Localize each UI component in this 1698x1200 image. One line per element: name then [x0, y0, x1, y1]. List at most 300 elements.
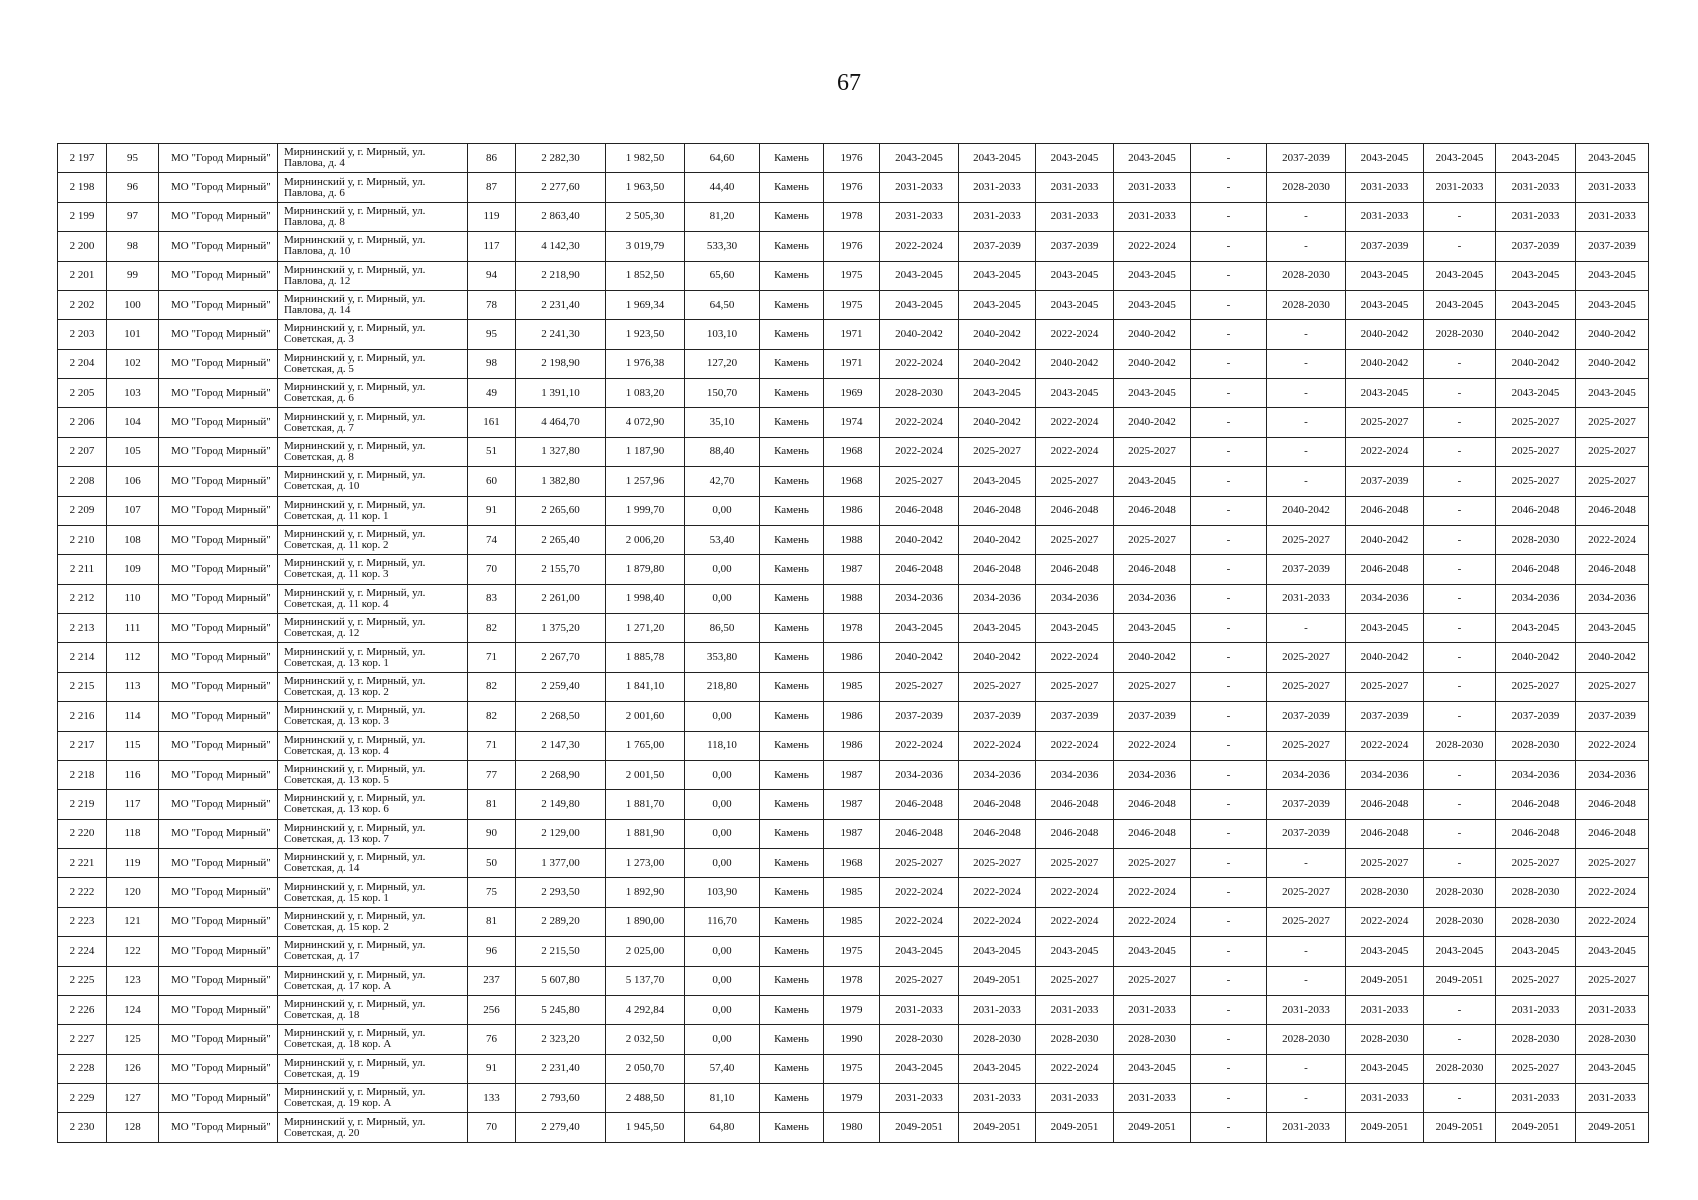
cell-year-built: 1987 [824, 760, 880, 789]
cell-period-5: - [1191, 1084, 1267, 1113]
cell-item-number: 98 [107, 232, 159, 261]
cell-total-area: 2 279,40 [516, 1113, 606, 1143]
cell-total-area: 2 198,90 [516, 349, 606, 378]
cell-period-7: 2043-2045 [1346, 379, 1424, 408]
cell-period-6: - [1267, 379, 1346, 408]
cell-item-number: 126 [107, 1054, 159, 1083]
table-row [58, 320, 1649, 349]
cell-period-6: 2025-2027 [1267, 878, 1346, 907]
cell-apartments: 49 [468, 379, 516, 408]
cell-total-area: 5 245,80 [516, 995, 606, 1024]
cell-wall-material: Камень [760, 525, 824, 554]
cell-period-6: 2025-2027 [1267, 731, 1346, 760]
cell-row-number: 2 220 [58, 819, 107, 848]
cell-item-number: 110 [107, 584, 159, 613]
cell-address: Мирнинский у, г. Мирный, ул. Советская, д. 7 [278, 408, 468, 437]
cell-period-10: 2043-2045 [1576, 1054, 1649, 1083]
cell-nonresidential-area: 0,00 [685, 496, 760, 525]
cell-period-9: 2031-2033 [1496, 995, 1576, 1024]
table-row [58, 790, 1649, 819]
cell-period-8: 2049-2051 [1424, 1113, 1496, 1143]
cell-living-area: 2 505,30 [606, 202, 685, 231]
cell-apartments: 60 [468, 467, 516, 496]
cell-nonresidential-area: 118,10 [685, 731, 760, 760]
cell-period-5: - [1191, 408, 1267, 437]
cell-period-3: 2022-2024 [1036, 731, 1114, 760]
cell-period-1: 2040-2042 [880, 525, 959, 554]
cell-living-area: 2 006,20 [606, 525, 685, 554]
cell-period-9: 2046-2048 [1496, 555, 1576, 584]
cell-total-area: 1 391,10 [516, 379, 606, 408]
table-row [58, 232, 1649, 261]
table-row [58, 1054, 1649, 1083]
cell-period-8: - [1424, 555, 1496, 584]
cell-period-10: 2043-2045 [1576, 261, 1649, 290]
cell-period-4: 2025-2027 [1114, 525, 1191, 554]
cell-period-7: 2037-2039 [1346, 232, 1424, 261]
cell-total-area: 1 327,80 [516, 437, 606, 466]
cell-period-9: 2043-2045 [1496, 144, 1576, 173]
cell-municipality: МО "Город Мирный" [159, 202, 278, 231]
cell-municipality: МО "Город Мирный" [159, 408, 278, 437]
cell-row-number: 2 205 [58, 379, 107, 408]
cell-municipality: МО "Город Мирный" [159, 584, 278, 613]
cell-period-3: 2025-2027 [1036, 966, 1114, 995]
cell-wall-material: Камень [760, 760, 824, 789]
cell-period-10: 2031-2033 [1576, 995, 1649, 1024]
cell-period-6: - [1267, 232, 1346, 261]
cell-period-8: - [1424, 467, 1496, 496]
cell-period-2: 2022-2024 [959, 731, 1036, 760]
cell-total-area: 2 793,60 [516, 1084, 606, 1113]
cell-row-number: 2 230 [58, 1113, 107, 1143]
cell-period-6: - [1267, 408, 1346, 437]
cell-item-number: 122 [107, 937, 159, 966]
cell-period-1: 2025-2027 [880, 467, 959, 496]
cell-item-number: 106 [107, 467, 159, 496]
cell-period-9: 2028-2030 [1496, 731, 1576, 760]
cell-period-4: 2040-2042 [1114, 408, 1191, 437]
cell-address: Мирнинский у, г. Мирный, ул. Советская, д. 15 кор. 2 [278, 907, 468, 936]
cell-period-5: - [1191, 702, 1267, 731]
cell-address: Мирнинский у, г. Мирный, ул. Советская, д. 18 [278, 995, 468, 1024]
cell-period-3: 2022-2024 [1036, 408, 1114, 437]
cell-period-5: - [1191, 995, 1267, 1024]
cell-year-built: 1988 [824, 584, 880, 613]
cell-period-10: 2040-2042 [1576, 320, 1649, 349]
cell-period-9: 2043-2045 [1496, 379, 1576, 408]
cell-period-9: 2046-2048 [1496, 496, 1576, 525]
cell-row-number: 2 222 [58, 878, 107, 907]
cell-address: Мирнинский у, г. Мирный, ул. Советская, д. 13 кор. 5 [278, 760, 468, 789]
cell-item-number: 105 [107, 437, 159, 466]
cell-period-1: 2040-2042 [880, 643, 959, 672]
cell-row-number: 2 226 [58, 995, 107, 1024]
cell-period-4: 2034-2036 [1114, 584, 1191, 613]
table-row [58, 1025, 1649, 1054]
cell-row-number: 2 203 [58, 320, 107, 349]
table-row [58, 408, 1649, 437]
cell-period-3: 2046-2048 [1036, 496, 1114, 525]
table-row [58, 614, 1649, 643]
cell-address: Мирнинский у, г. Мирный, ул. Павлова, д. 6 [278, 173, 468, 202]
cell-period-7: 2046-2048 [1346, 555, 1424, 584]
cell-period-2: 2049-2051 [959, 1113, 1036, 1143]
cell-period-8: - [1424, 202, 1496, 231]
cell-period-6: 2028-2030 [1267, 261, 1346, 290]
cell-period-7: 2037-2039 [1346, 467, 1424, 496]
cell-municipality: МО "Город Мирный" [159, 261, 278, 290]
cell-item-number: 119 [107, 849, 159, 878]
cell-row-number: 2 229 [58, 1084, 107, 1113]
cell-period-5: - [1191, 1025, 1267, 1054]
cell-period-3: 2025-2027 [1036, 525, 1114, 554]
cell-period-3: 2025-2027 [1036, 849, 1114, 878]
cell-row-number: 2 211 [58, 555, 107, 584]
cell-period-3: 2049-2051 [1036, 1113, 1114, 1143]
cell-period-8: - [1424, 496, 1496, 525]
cell-nonresidential-area: 533,30 [685, 232, 760, 261]
cell-municipality: МО "Город Мирный" [159, 467, 278, 496]
cell-apartments: 70 [468, 1113, 516, 1143]
cell-year-built: 1975 [824, 290, 880, 319]
cell-apartments: 86 [468, 144, 516, 173]
cell-period-2: 2031-2033 [959, 1084, 1036, 1113]
cell-address: Мирнинский у, г. Мирный, ул. Советская, д. 3 [278, 320, 468, 349]
cell-period-4: 2025-2027 [1114, 966, 1191, 995]
cell-period-2: 2025-2027 [959, 849, 1036, 878]
cell-period-9: 2037-2039 [1496, 702, 1576, 731]
cell-municipality: МО "Город Мирный" [159, 232, 278, 261]
cell-period-9: 2040-2042 [1496, 320, 1576, 349]
cell-period-1: 2022-2024 [880, 878, 959, 907]
cell-municipality: МО "Город Мирный" [159, 702, 278, 731]
cell-nonresidential-area: 65,60 [685, 261, 760, 290]
cell-period-9: 2034-2036 [1496, 760, 1576, 789]
cell-nonresidential-area: 81,10 [685, 1084, 760, 1113]
cell-period-10: 2031-2033 [1576, 202, 1649, 231]
cell-total-area: 2 259,40 [516, 672, 606, 701]
cell-apartments: 71 [468, 731, 516, 760]
cell-total-area: 2 277,60 [516, 173, 606, 202]
cell-period-4: 2022-2024 [1114, 232, 1191, 261]
cell-living-area: 1 982,50 [606, 144, 685, 173]
cell-year-built: 1978 [824, 614, 880, 643]
cell-wall-material: Камень [760, 966, 824, 995]
cell-period-2: 2046-2048 [959, 555, 1036, 584]
cell-total-area: 2 147,30 [516, 731, 606, 760]
cell-wall-material: Камень [760, 555, 824, 584]
cell-municipality: МО "Город Мирный" [159, 1113, 278, 1143]
cell-period-1: 2046-2048 [880, 496, 959, 525]
cell-period-7: 2049-2051 [1346, 966, 1424, 995]
cell-period-8: - [1424, 437, 1496, 466]
cell-apartments: 81 [468, 907, 516, 936]
cell-nonresidential-area: 64,80 [685, 1113, 760, 1143]
cell-year-built: 1978 [824, 202, 880, 231]
cell-period-7: 2025-2027 [1346, 849, 1424, 878]
table-row [58, 555, 1649, 584]
cell-period-1: 2028-2030 [880, 1025, 959, 1054]
cell-row-number: 2 218 [58, 760, 107, 789]
cell-living-area: 2 032,50 [606, 1025, 685, 1054]
cell-row-number: 2 215 [58, 672, 107, 701]
housing-register-table [57, 143, 1649, 1143]
cell-period-5: - [1191, 614, 1267, 643]
cell-period-3: 2022-2024 [1036, 320, 1114, 349]
cell-period-1: 2025-2027 [880, 849, 959, 878]
table-row [58, 819, 1649, 848]
cell-item-number: 100 [107, 290, 159, 319]
cell-period-1: 2049-2051 [880, 1113, 959, 1143]
cell-period-9: 2028-2030 [1496, 525, 1576, 554]
cell-apartments: 82 [468, 702, 516, 731]
cell-period-2: 2031-2033 [959, 173, 1036, 202]
cell-period-3: 2043-2045 [1036, 261, 1114, 290]
cell-period-5: - [1191, 261, 1267, 290]
cell-address: Мирнинский у, г. Мирный, ул. Советская, д. 20 [278, 1113, 468, 1143]
table-row [58, 467, 1649, 496]
cell-living-area: 1 963,50 [606, 173, 685, 202]
cell-wall-material: Камень [760, 232, 824, 261]
cell-period-10: 2028-2030 [1576, 1025, 1649, 1054]
cell-apartments: 256 [468, 995, 516, 1024]
cell-year-built: 1974 [824, 408, 880, 437]
cell-period-2: 2031-2033 [959, 202, 1036, 231]
cell-year-built: 1986 [824, 731, 880, 760]
table-row [58, 907, 1649, 936]
cell-living-area: 2 025,00 [606, 937, 685, 966]
cell-period-8: - [1424, 702, 1496, 731]
cell-period-3: 2022-2024 [1036, 437, 1114, 466]
cell-period-5: - [1191, 643, 1267, 672]
cell-period-2: 2040-2042 [959, 643, 1036, 672]
cell-year-built: 1971 [824, 349, 880, 378]
cell-period-4: 2031-2033 [1114, 202, 1191, 231]
cell-period-1: 2043-2045 [880, 290, 959, 319]
cell-period-2: 2043-2045 [959, 379, 1036, 408]
cell-living-area: 1 998,40 [606, 584, 685, 613]
cell-period-6: - [1267, 320, 1346, 349]
cell-period-9: 2043-2045 [1496, 261, 1576, 290]
cell-apartments: 78 [468, 290, 516, 319]
cell-period-8: 2043-2045 [1424, 261, 1496, 290]
cell-living-area: 1 852,50 [606, 261, 685, 290]
cell-apartments: 82 [468, 672, 516, 701]
cell-period-8: 2028-2030 [1424, 907, 1496, 936]
cell-period-8: - [1424, 849, 1496, 878]
cell-nonresidential-area: 0,00 [685, 584, 760, 613]
cell-row-number: 2 201 [58, 261, 107, 290]
cell-year-built: 1976 [824, 144, 880, 173]
cell-living-area: 4 072,90 [606, 408, 685, 437]
cell-period-8: - [1424, 790, 1496, 819]
cell-wall-material: Камень [760, 790, 824, 819]
cell-period-1: 2037-2039 [880, 702, 959, 731]
cell-period-7: 2043-2045 [1346, 290, 1424, 319]
cell-period-9: 2025-2027 [1496, 437, 1576, 466]
cell-item-number: 118 [107, 819, 159, 848]
cell-apartments: 83 [468, 584, 516, 613]
cell-period-1: 2022-2024 [880, 349, 959, 378]
cell-period-7: 2040-2042 [1346, 525, 1424, 554]
cell-total-area: 2 155,70 [516, 555, 606, 584]
cell-period-3: 2031-2033 [1036, 995, 1114, 1024]
cell-period-5: - [1191, 672, 1267, 701]
cell-row-number: 2 228 [58, 1054, 107, 1083]
cell-period-6: - [1267, 614, 1346, 643]
cell-total-area: 2 218,90 [516, 261, 606, 290]
cell-wall-material: Камень [760, 1084, 824, 1113]
cell-period-3: 2031-2033 [1036, 202, 1114, 231]
cell-period-4: 2043-2045 [1114, 614, 1191, 643]
cell-living-area: 5 137,70 [606, 966, 685, 995]
cell-municipality: МО "Город Мирный" [159, 614, 278, 643]
cell-period-7: 2034-2036 [1346, 584, 1424, 613]
cell-period-2: 2022-2024 [959, 907, 1036, 936]
cell-period-10: 2046-2048 [1576, 555, 1649, 584]
cell-year-built: 1986 [824, 496, 880, 525]
cell-apartments: 119 [468, 202, 516, 231]
cell-period-7: 2031-2033 [1346, 173, 1424, 202]
cell-period-2: 2028-2030 [959, 1025, 1036, 1054]
cell-living-area: 1 923,50 [606, 320, 685, 349]
cell-period-1: 2043-2045 [880, 614, 959, 643]
cell-period-2: 2025-2027 [959, 672, 1036, 701]
cell-period-9: 2040-2042 [1496, 349, 1576, 378]
cell-period-9: 2028-2030 [1496, 878, 1576, 907]
cell-year-built: 1978 [824, 966, 880, 995]
cell-period-8: 2028-2030 [1424, 320, 1496, 349]
cell-year-built: 1968 [824, 849, 880, 878]
cell-nonresidential-area: 116,70 [685, 907, 760, 936]
table-row [58, 937, 1649, 966]
cell-apartments: 75 [468, 878, 516, 907]
cell-address: Мирнинский у, г. Мирный, ул. Советская, д. 10 [278, 467, 468, 496]
cell-period-8: - [1424, 349, 1496, 378]
cell-period-6: - [1267, 437, 1346, 466]
cell-total-area: 2 268,90 [516, 760, 606, 789]
cell-period-9: 2043-2045 [1496, 937, 1576, 966]
cell-living-area: 1 765,00 [606, 731, 685, 760]
cell-period-1: 2043-2045 [880, 144, 959, 173]
cell-period-9: 2025-2027 [1496, 408, 1576, 437]
cell-period-4: 2025-2027 [1114, 437, 1191, 466]
cell-period-1: 2028-2030 [880, 379, 959, 408]
cell-period-7: 2040-2042 [1346, 349, 1424, 378]
cell-period-2: 2046-2048 [959, 790, 1036, 819]
cell-period-5: - [1191, 555, 1267, 584]
cell-period-4: 2028-2030 [1114, 1025, 1191, 1054]
cell-address: Мирнинский у, г. Мирный, ул. Советская, д. 6 [278, 379, 468, 408]
cell-item-number: 104 [107, 408, 159, 437]
cell-apartments: 50 [468, 849, 516, 878]
cell-address: Мирнинский у, г. Мирный, ул. Советская, д. 13 кор. 2 [278, 672, 468, 701]
cell-row-number: 2 199 [58, 202, 107, 231]
cell-period-7: 2043-2045 [1346, 1054, 1424, 1083]
table-row [58, 731, 1649, 760]
cell-municipality: МО "Город Мирный" [159, 731, 278, 760]
cell-period-5: - [1191, 202, 1267, 231]
cell-item-number: 102 [107, 349, 159, 378]
cell-nonresidential-area: 44,40 [685, 173, 760, 202]
cell-period-5: - [1191, 320, 1267, 349]
cell-period-5: - [1191, 878, 1267, 907]
cell-municipality: МО "Город Мирный" [159, 144, 278, 173]
cell-period-8: - [1424, 643, 1496, 672]
cell-living-area: 1 945,50 [606, 1113, 685, 1143]
table-body [58, 144, 1649, 1143]
cell-row-number: 2 208 [58, 467, 107, 496]
cell-period-8: 2043-2045 [1424, 290, 1496, 319]
cell-address: Мирнинский у, г. Мирный, ул. Советская, д. 11 кор. 2 [278, 525, 468, 554]
cell-period-3: 2043-2045 [1036, 937, 1114, 966]
cell-total-area: 4 142,30 [516, 232, 606, 261]
cell-year-built: 1971 [824, 320, 880, 349]
cell-period-1: 2046-2048 [880, 819, 959, 848]
cell-period-4: 2040-2042 [1114, 349, 1191, 378]
cell-item-number: 113 [107, 672, 159, 701]
cell-period-4: 2043-2045 [1114, 937, 1191, 966]
table-row [58, 437, 1649, 466]
cell-apartments: 87 [468, 173, 516, 202]
cell-period-7: 2043-2045 [1346, 937, 1424, 966]
cell-nonresidential-area: 88,40 [685, 437, 760, 466]
cell-period-6: - [1267, 937, 1346, 966]
cell-period-2: 2031-2033 [959, 995, 1036, 1024]
cell-item-number: 96 [107, 173, 159, 202]
cell-period-2: 2049-2051 [959, 966, 1036, 995]
cell-item-number: 97 [107, 202, 159, 231]
cell-item-number: 123 [107, 966, 159, 995]
cell-apartments: 91 [468, 496, 516, 525]
cell-address: Мирнинский у, г. Мирный, ул. Павлова, д. 10 [278, 232, 468, 261]
cell-total-area: 2 863,40 [516, 202, 606, 231]
cell-row-number: 2 223 [58, 907, 107, 936]
cell-period-3: 2025-2027 [1036, 467, 1114, 496]
cell-row-number: 2 204 [58, 349, 107, 378]
cell-period-5: - [1191, 790, 1267, 819]
cell-period-6: - [1267, 349, 1346, 378]
cell-item-number: 117 [107, 790, 159, 819]
cell-period-8: - [1424, 408, 1496, 437]
cell-period-3: 2046-2048 [1036, 819, 1114, 848]
cell-nonresidential-area: 0,00 [685, 849, 760, 878]
cell-period-7: 2022-2024 [1346, 437, 1424, 466]
cell-period-3: 2034-2036 [1036, 584, 1114, 613]
cell-period-8: - [1424, 525, 1496, 554]
cell-year-built: 1988 [824, 525, 880, 554]
cell-period-1: 2031-2033 [880, 995, 959, 1024]
cell-period-10: 2037-2039 [1576, 702, 1649, 731]
cell-period-1: 2043-2045 [880, 261, 959, 290]
page-number: 67 [837, 70, 861, 96]
cell-municipality: МО "Город Мирный" [159, 937, 278, 966]
cell-apartments: 90 [468, 819, 516, 848]
cell-municipality: МО "Город Мирный" [159, 437, 278, 466]
cell-apartments: 76 [468, 1025, 516, 1054]
cell-wall-material: Камень [760, 261, 824, 290]
cell-row-number: 2 212 [58, 584, 107, 613]
cell-period-3: 2040-2042 [1036, 349, 1114, 378]
table-row [58, 144, 1649, 173]
table-row [58, 1113, 1649, 1143]
cell-address: Мирнинский у, г. Мирный, ул. Советская, д. 13 кор. 4 [278, 731, 468, 760]
cell-row-number: 2 210 [58, 525, 107, 554]
cell-period-7: 2037-2039 [1346, 702, 1424, 731]
cell-period-8: 2043-2045 [1424, 937, 1496, 966]
cell-period-6: 2031-2033 [1267, 584, 1346, 613]
